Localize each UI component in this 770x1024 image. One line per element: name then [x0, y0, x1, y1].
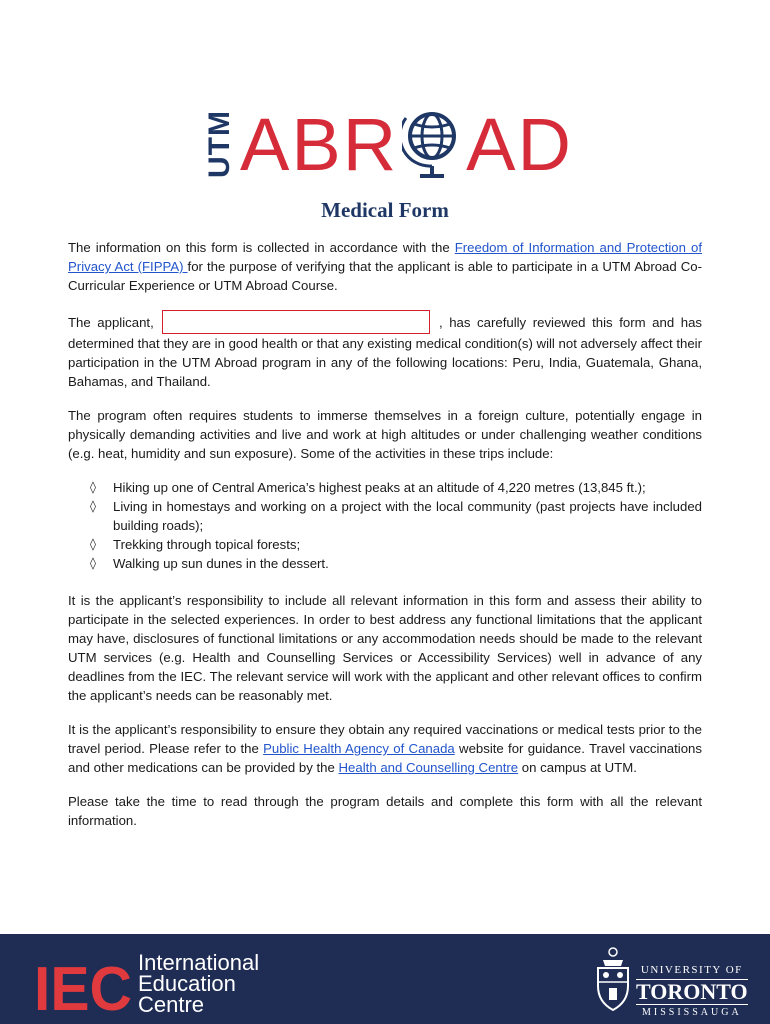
diamond-bullet-icon: ◊ [90, 556, 96, 570]
iec-wordmark [138, 952, 259, 1015]
iec-line-1: International [138, 950, 260, 975]
list-item [90, 535, 702, 554]
utm-abroad-logo [200, 96, 573, 192]
fippa-link[interactable]: Freedom of Information and Protection of Privacy Act (FIPPA) [68, 240, 702, 274]
intro-paragraph [68, 238, 702, 295]
list-item [90, 478, 702, 497]
activity-text: Hiking up one of Central America’s highest peaks at an altitude of 4,220 metres (13,845 ft.); [113, 480, 646, 495]
iec-line-2: Education [138, 971, 236, 996]
iec-logo-mark [34, 952, 134, 1014]
uoft-crest-icon [594, 946, 632, 1012]
applicant-paragraph [68, 310, 702, 391]
logo-abroad-word [240, 96, 573, 192]
logo-word-left: ABR [240, 102, 399, 186]
phac-link[interactable]: Public Health Agency of Canada [263, 741, 455, 756]
health-counselling-link[interactable]: Health and Counselling Centre [338, 760, 519, 775]
logo-utm-text: UTM [203, 110, 237, 178]
uoft-wordmark [636, 964, 748, 1019]
closing-paragraph: Please take the time to read through the program details and complete this form with all the relevant information. [68, 794, 702, 828]
applicant-name-field[interactable] [162, 310, 430, 334]
program-paragraph: The program often requires students to immerse themselves in a foreign culture, potentially engage in physically demanding activities and live and work at high altitudes or under challenging weather conditions (e.g. heat, humidity and sun exposure). Some of the activities in these trips include: [68, 408, 702, 461]
iec-line-3: Centre [138, 992, 205, 1017]
vaccination-text-1: It is the applicant’s responsibility to ensure they obtain any required vaccinations or medical tests prior to the travel period. Please refer to the [68, 722, 702, 756]
page-title: Medical Form [321, 198, 449, 222]
footer-banner [0, 934, 770, 1024]
applicant-text-before: The applicant, [68, 315, 161, 330]
responsibility-paragraph: It is the applicant’s responsibility to include all relevant information in this form and assess their ability to participate in the selected experiences. In order to best address any functional limitations that the applicant may have, disclosures of functional limitations or any accommodation needs should be made to the relevant UTM services (e.g. Health and Counselling Services or Accessibility Services) well in advance of any deadlines from the IEC. The relevant service will work with the applicant and other relevant offices to confirm the applicant’s needs can be reasonably met. [68, 593, 702, 703]
globe-icon [402, 104, 462, 184]
vaccination-text-2: website for guidance. Travel vaccinations and other medications can be provided by the [68, 741, 702, 775]
list-item [90, 497, 702, 535]
activity-text: Living in homestays and working on a project with the local community (past projects have included building roads); [113, 499, 702, 533]
vaccination-text-3: on campus at UTM. [518, 760, 637, 775]
vaccination-paragraph [68, 720, 702, 777]
iec-letters: IEC [34, 955, 132, 1014]
diamond-bullet-icon: ◊ [90, 499, 96, 513]
intro-text-before: The information on this form is collected in accordance with the [68, 240, 455, 255]
uoft-line-3: MISSISSAUGA [641, 1007, 742, 1018]
logo-utm-vertical [200, 96, 240, 192]
activity-text: Trekking through topical forests; [113, 537, 301, 552]
applicant-text-after: , has carefully reviewed this form and has determined that they are in good health or that any existing medical condition(s) will not adversely affect their participation in the UTM Abroad program in any of the following locations: Peru, India, Guatemala, Ghana, Bahamas, and Thailand. [68, 315, 703, 389]
logo-word-right: AD [466, 102, 573, 186]
intro-text-after: for the purpose of verifying that the applicant is able to participate in a UTM Abroad Co-Curricular Experience or UTM Abroad Course. [68, 259, 702, 293]
form-body [68, 238, 702, 845]
activity-text: Walking up sun dunes in the dessert. [113, 556, 329, 571]
diamond-bullet-icon: ◊ [90, 480, 96, 494]
diamond-bullet-icon: ◊ [90, 537, 96, 551]
activities-list [68, 478, 702, 573]
list-item [90, 554, 702, 573]
uoft-line-2: TORONTO [636, 979, 748, 1004]
uoft-line-1: UNIVERSITY OF [640, 964, 743, 976]
